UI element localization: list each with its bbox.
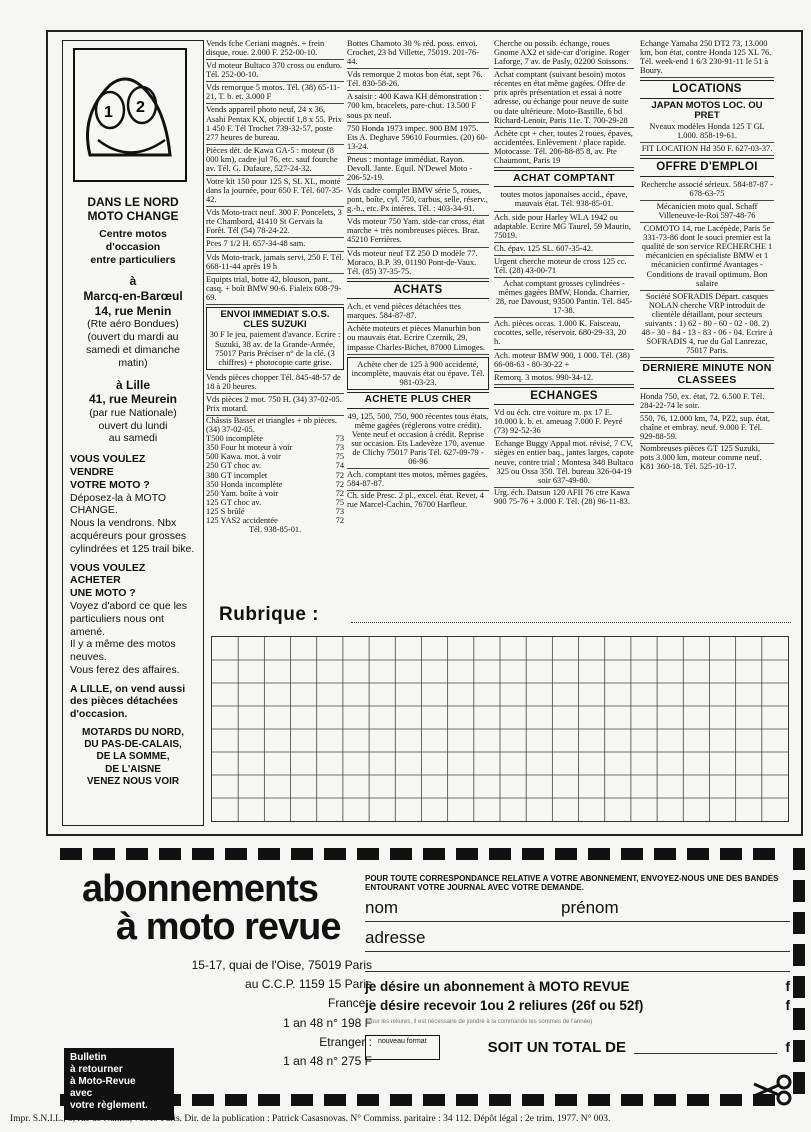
cta-5: VENEZ NOUS VOIR <box>86 775 180 787</box>
classified-ad: Echange Yamaha 250 DT2 73, 13.000 km, bon état, contre Honda 125 XL 76. Tél. week-end 1 6/3 230-91-11 le 51 à Boury. <box>640 38 774 78</box>
part-year: 73 <box>335 443 344 453</box>
order-binders-label: je désire recevoir 1ou 2 reliures (26f ou 52f) <box>365 997 644 1013</box>
part-year: 72 <box>335 515 344 525</box>
cut-dash <box>489 848 511 860</box>
cut-dash <box>687 848 709 860</box>
classified-ad: Votre kit 150 pour 125 S, SL XL, monté dans la journée, pour 650 F. Tél. 607-35-42. <box>206 176 344 207</box>
classified-ad: Nombreuses pièces GT 125 Suzuki, pots 3.000 km, moteur comme neuf. K81 360-18. Tél. 525-10-17. <box>640 444 762 472</box>
rubrique-form <box>211 598 799 828</box>
cut-line-top <box>60 848 805 860</box>
classified-ad: Châssis Basset et triangles + nb pièces. (34) 37-02-05. <box>206 416 338 435</box>
cut-dash <box>793 976 805 998</box>
q1-body: Nous la vendrons. Nbx acquéreurs pour grosses cylindrées et 125 trail bike. <box>70 517 195 555</box>
part-year: 73 <box>335 506 344 516</box>
classified-ad: Ach. et vend pièces détachées ttes marques. 584-87-87. <box>347 301 489 323</box>
classified-ad: 550, 76, 12.000 km, 74, PZ2, sup. état, chaîne et embray. neuf. 9.000 F. Tél. 929-88-59. <box>640 413 774 444</box>
order-binders[interactable] <box>365 997 790 1015</box>
classified-ad: Pneus : montage immédiat. Rayon. Devoll. Jante. Equil. N'Dewel Moto - 206-52-19. <box>347 154 489 185</box>
cut-dash <box>588 1094 610 1106</box>
section-heading-echanges: ECHANGES <box>494 387 634 405</box>
classifieds-column-4 <box>640 38 774 598</box>
moto-revue-title: à moto revue <box>116 906 341 948</box>
classified-ad: Urgent cherche moteur de cross 125 cc. Tél. (28) 43-00-71 <box>494 256 634 278</box>
cut-dash <box>555 848 577 860</box>
bulletin-line: avec <box>70 1088 93 1099</box>
suzuki-keys-body: 30 F le jeu, paiement d'avance. Ecrire : Suzuki, 38 av. de la Grande-Armée, 75017 Paris Préciser n° de la clé. (3 chiffres) + photocopie carte grise. <box>209 330 341 367</box>
bulletin-line: Bulletin <box>70 1052 107 1063</box>
city-1: Marcq-en-Barœul <box>83 289 183 304</box>
cut-dash <box>720 848 742 860</box>
subscription-coupon <box>60 848 805 1111</box>
cut-dash <box>654 848 676 860</box>
comoto-ad: COMOTO 14, rue Lacépède, Paris 5e 331-73-86 dont le souci premier est la qualité de son service RECHERCHE 1 mécanicien en spécialiste BMW et 1 mécanicien confirmé Avantages - Conditions de travail optimum. Bon salaire <box>640 223 774 291</box>
cta-1: MOTARDS DU NORD, <box>81 727 185 739</box>
part-name: 380 GT incomplet <box>206 470 268 480</box>
classified-ad: Vds remorque 2 motos bon état, sept 76. Tél. 830-58-26. <box>347 69 489 91</box>
suzuki-keys-box <box>206 307 344 370</box>
scissors-icon <box>750 1074 794 1106</box>
total-row <box>365 1035 790 1060</box>
france-label: France : <box>327 996 372 1011</box>
classified-ad: 750 Honda 1973 impec. 900 BM 1975. Ets A. Deghave 59610 Fourmies. (20) 60-13-24. <box>347 123 489 154</box>
parts-list-row <box>206 461 344 470</box>
classified-ad: Vd moteur Bultaco 370 cross ou enduro. Tél. 252-00-10. <box>206 60 344 82</box>
classified-ad: Pces 7 1/2 H. 657-34-48 sam. <box>206 238 344 251</box>
cut-dash <box>621 1094 643 1106</box>
fit-location-ad: FIT LOCATION Hd 350 F. 627-03-37. <box>640 143 774 156</box>
parts-list-row <box>206 471 344 480</box>
cta-3: DE LA SOMME, <box>96 751 170 763</box>
classified-ad: Achat comptant (suivant besoin) motos récentes en état même gagées. Offre de prix après présentation et essai à notre adresse, ou échange pour neuve de suite ou date ultérieure. Moto-Bastille, 6 bd Richard-Lenoir, Paris 11e. T. 700-29-28 <box>494 69 634 127</box>
classified-ad: Remorq. 3 motos. 990-34-12. <box>494 372 634 385</box>
bulletin-line: à Moto-Revue <box>70 1076 136 1087</box>
section-heading-achete-plus-cher: ACHETE PLUS CHER <box>347 392 489 409</box>
classified-ad: Ch. side Presc. 2 pl., excel. état. Revet, 4 rue Marcel-Cachin, 76700 Harfleur. <box>347 491 484 510</box>
part-name: 250 GT choc av. <box>206 461 262 471</box>
cta-2: DU PAS-DE-CALAIS, <box>84 739 182 751</box>
adresse-label: adresse <box>365 928 426 948</box>
section-heading-locations: LOCATIONS <box>640 80 774 98</box>
ad-writing-grid[interactable] <box>211 636 789 822</box>
q2-body: Il y a même des motos neuves. <box>70 638 176 664</box>
section-heading-achat-comptant: ACHAT COMPTANT <box>494 170 634 187</box>
lille-parts: A LILLE, on vend aussi des pièces détachées d'occasion. <box>70 682 186 721</box>
part-name: 125 YAS2 accidentée <box>206 515 278 525</box>
q2-line2: ACHETER <box>70 574 121 587</box>
section-heading-offre-emploi: OFFRE D'EMPLOI <box>640 158 774 176</box>
city-2: à Lille <box>115 377 150 392</box>
cut-dash <box>522 1094 544 1106</box>
parts-list <box>206 434 344 525</box>
cut-dash <box>192 848 214 860</box>
part-year: 75 <box>335 497 344 507</box>
parts-list-row <box>206 507 344 516</box>
address-2: 41, rue Meurein <box>88 392 178 407</box>
cut-dash <box>522 848 544 860</box>
classifieds-column-3 <box>494 38 634 598</box>
cut-dash <box>60 848 82 860</box>
svg-text:2: 2 <box>136 99 145 116</box>
publisher-footer: Impr. S.N.I.L., 3, rue de Nantes, 75019 Paris. Dir. de la publication : Patrick Casasnovas. N° Commiss. paritaire : 34 112. Dépôt légal : 2e trim. 1977. N° 003. <box>10 1114 611 1124</box>
classified-ad: Vds moteur neuf TZ 250 D modèle 77. Moraco, B.P. 39, 01190 Pont-de-Vaux. Tél. (85) 37-35-75. <box>347 248 489 279</box>
cut-line-right <box>793 848 805 1106</box>
classified-ad: Ach. pièces occas. 1.000 K. Faisceau, cocottes, selle, réservoir. 680-29-33, 20 h. <box>494 318 634 349</box>
classified-ad: Equipts trial, botte 42, blouson, pant., casq. + boît BMW 90-6. Fialeix 608-79-69. <box>206 274 344 305</box>
classified-ad: Vends pièces chopper Tél. 845-48-57 de 18 à 20 heures. <box>206 372 344 394</box>
part-name: 350 Four ht moteur à voir <box>206 443 293 453</box>
adresse-line-2[interactable] <box>365 952 790 972</box>
adresse-field[interactable] <box>365 928 790 952</box>
part-year: 73 <box>335 434 344 444</box>
q1-text: Déposez-la à MOTO CHANGE. <box>70 491 167 517</box>
cut-dash <box>793 912 805 934</box>
correspondence-notice: POUR TOUTE CORRESPONDANCE RELATIVE A VOTRE ABONNEMENT, ENVOYEZ-NOUS UNE DES BANDES ENTOURANT VOTRE JOURNAL AVEC VOTRE DEMANDE. <box>365 874 779 893</box>
q2-text: Voyez d'abord ce que les particuliers nous ont amené. <box>70 599 188 638</box>
japan-motos-title: JAPAN MOTOS LOC. OU PRET <box>651 99 763 121</box>
cut-dash <box>654 1094 676 1106</box>
classified-ad: Vds pièces 2 mot. 750 H. (34) 37-02-05. Prix motard. <box>206 394 344 416</box>
moto-change-ad <box>62 40 204 826</box>
parts-list-row <box>206 443 344 452</box>
street-address: 15-17, quai de l'Oise, 75019 Paris <box>191 958 372 972</box>
cut-dash <box>687 1094 709 1106</box>
part-name: 125 S brûlé <box>206 506 245 516</box>
etranger-label: Etranger : <box>319 1034 372 1049</box>
info-2b: ouvert du lundi <box>98 419 168 432</box>
cut-dash <box>357 848 379 860</box>
part-name: 500 Kawa. mot. à voir <box>206 452 281 462</box>
classified-ad: Vds Moto-track, jamais servi, 250 F. Tél. 668-11-44 après 19 h <box>206 252 344 274</box>
section-heading-achats: ACHATS <box>347 281 489 299</box>
franc-unit: f <box>785 997 790 1013</box>
section-heading-derniere-minute: DERNIERE MINUTE NON CLASSEES <box>640 360 774 389</box>
classifieds-column-1 <box>206 38 344 598</box>
nouveau-format-box: nouveau format <box>365 1035 440 1060</box>
classified-ad: Ach. moteur BMW 900, 1 000. Tél. (38) 66-08-63 - 80-30-22 + <box>494 350 634 372</box>
cut-dash <box>423 848 445 860</box>
cut-dash <box>225 848 247 860</box>
achete-cher-box: Achète cher de 125 à 900 accidenté, incomplète, mauvais état ou épave. Tél. 981-03-23. <box>347 357 489 390</box>
suzuki-keys-head: ENVOI IMMEDIAT S.O.S. CLES SUZUKI <box>220 308 330 331</box>
cut-dash <box>753 848 775 860</box>
parts-list-row <box>206 489 344 498</box>
abonnements-title: abonnements <box>82 868 319 910</box>
subscription-brand <box>70 868 386 1111</box>
part-name: 125 GT choc av. <box>206 497 262 507</box>
classified-ad: Vds moteur 750 Yam. side-car cross, état marche + très nombreuses pièces. Braz. 45210 Ferrières. <box>347 216 489 247</box>
classified-ad: Vds remorque 5 motos. Tél. (38) 65-11-21, T. b. et. 3.000 F <box>206 82 344 104</box>
q2-close: Vous ferez des affaires. <box>70 663 180 676</box>
classifieds-column-2 <box>347 38 489 598</box>
info-2c: au samedi <box>108 432 158 445</box>
part-name: T500 incomplète <box>206 434 263 444</box>
parts-list-phone: Tél. 938-85-01. <box>248 525 302 535</box>
nom-field[interactable] <box>365 898 790 922</box>
cta-4: DE L'AISNE <box>105 763 161 775</box>
part-name: 250 Yam. boîte à voir <box>206 488 279 498</box>
france-price: 1 an 48 n° 198 F <box>283 1015 372 1030</box>
part-year: 74 <box>335 461 344 471</box>
info-2a: (par rue Nationale) <box>89 406 177 419</box>
cut-dash <box>793 848 805 870</box>
classified-ad: Ch. épav. 125 SL. 607-35-42. <box>494 243 634 256</box>
cut-dash <box>793 1008 805 1030</box>
classified-ad: A saisir : 400 Kawa KH démonstration : 700 km, bracelets, pare-chut. 13.500 F sous px neuf. <box>347 91 489 122</box>
ccp-account: au C.C.P. 1159 15 Paris <box>245 977 372 992</box>
subscription-form <box>365 874 790 1060</box>
cut-dash <box>720 1094 742 1106</box>
parts-list-row <box>206 452 344 461</box>
classified-ad: Vds Moto-tract neuf. 300 F. Poncelets, 3 rte Chambord, 41410 St Gervais la Forêt. Tél (54) 78-24-22. <box>206 207 344 238</box>
classified-ad: Mécanicien moto qual. Schaff Villeneuve-le-Roi 597-48-76 <box>640 201 774 223</box>
nom-label: nom <box>365 898 399 918</box>
info-1b: (ouvert du mardi au <box>87 331 179 344</box>
cut-dash <box>793 1072 805 1094</box>
cut-dash <box>423 1094 445 1106</box>
cut-dash <box>126 848 148 860</box>
ladeveze-ad: 49, 125, 500, 750, 900 récentes tous états, même gagées (réglerons votre crédit). Vente neuf et occasion à crédit. Reprise sur occasion. Ets Ladevèze 170, avenue de Clichy 75017 Paris Tél. 627-09-79 - 06-96 <box>347 411 489 469</box>
franc-unit: f <box>785 1039 790 1056</box>
svg-text:1: 1 <box>104 104 113 121</box>
parts-list-row <box>206 498 344 507</box>
cut-dash <box>793 880 805 902</box>
classified-ad: Ach. comptant ttes motos, mêmes gagées. 584-87-87. <box>347 469 489 491</box>
q2-line3: UNE MOTO ? <box>70 587 136 600</box>
classified-ad: Urg. éch. Datsun 120 AFII 76 ctre Kawa 900 75-76 + 3.000 F. Tél. (28) 96-11-83. <box>494 487 630 506</box>
total-label: SOIT UN TOTAL DE <box>487 1038 626 1056</box>
parts-list-row <box>206 434 344 443</box>
cut-dash <box>793 944 805 966</box>
classified-ad: Pièces dét. de Kawa GA-5 : moteur (8 000 km), cadre jul 76, etc. sauf fourche av. Tél. G. Dufaure, 527-24-32. <box>206 145 344 176</box>
cut-dash <box>793 1040 805 1062</box>
classified-ad: Recherche associé sérieux. 584-87-87 - 678-63-75 <box>640 179 774 201</box>
order-subscription-label: je désire un abonnement à MOTO REVUE <box>365 979 630 995</box>
bulletin-line: à retourner <box>70 1064 123 1075</box>
part-year: 75 <box>335 452 344 462</box>
cut-dash <box>390 848 412 860</box>
part-year: 72 <box>335 479 344 489</box>
cut-dash <box>456 848 478 860</box>
total-input[interactable] <box>634 1040 777 1054</box>
part-year: 72 <box>335 470 344 480</box>
classified-ad: Cherche ou possib. échange, roues Gnome AX2 et side-car d'origine. Roger Laforge, 7 av. de Pasly, 02200 Soissons. <box>494 38 634 69</box>
cut-dash <box>390 1094 412 1106</box>
two-riders-logo-icon <box>70 45 190 185</box>
title-1: DANS LE NORD <box>87 194 179 209</box>
classified-ad: Vds cadre complet BMW série 5, roues, pont, boîte, cyl. 750, carbus, selle, réserv., g.-b., etc. Px intéres. Tél. : 403-34-91. <box>347 185 489 216</box>
subtitle-2: d'occasion <box>105 240 161 253</box>
subtitle-3: entre particuliers <box>90 253 176 266</box>
cut-dash <box>93 848 115 860</box>
classified-ad: Achète moteurs et pièces Manurhin bon ou mauvais état. Ecrire Czernik, 29, impasse Charles-Bichet, 87000 Limoges. <box>347 323 489 354</box>
cut-dash <box>555 1094 577 1106</box>
part-year: 72 <box>335 488 344 498</box>
info-1d: matin) <box>118 356 148 369</box>
bulletin-line: votre règlement. <box>70 1100 148 1111</box>
cut-dash <box>324 848 346 860</box>
a-label: à <box>129 274 137 289</box>
q1-line2: VENDRE <box>70 465 114 478</box>
cut-dash <box>258 848 280 860</box>
rubrique-input-line[interactable] <box>351 622 791 623</box>
franc-unit: f <box>785 979 790 995</box>
q1-line1: VOUS VOULEZ <box>70 453 146 466</box>
q1-line3: VOTRE MOTO ? <box>70 478 150 491</box>
sofradis-ad: Société SOFRADIS Départ. casques NOLAN cherche VRP introduit de clientèle détaillant, pour secteurs suivants : 1) 62 - 80 - 60 - 02 - 08. 2) 48 - 30 - 84 - 13 - 83 - 06 - 04. Ecrire à SOFRADIS 4, rue du Gal Lanrezac, 75017 Paris. <box>640 291 774 359</box>
classified-ad: Vd ou éch. ctre voiture m. px 17 E. 10.000 k. b. et. ameuag 7.000 F. Peyré (73) 92-52-36 <box>494 407 634 438</box>
rubrique-title: Rubrique : <box>219 604 319 625</box>
subtitle-1: Centre motos <box>99 228 167 241</box>
etranger-price: 1 an 48 n° 275 F <box>283 1053 372 1068</box>
info-1a: (Rte aéro Bondues) <box>87 318 179 331</box>
binder-note: (Pour les reliures, il est nécessaire de joindre à la commande les sommes de l'année) <box>365 1018 593 1025</box>
parts-list-row <box>206 480 344 489</box>
q2-line1: VOUS VOULEZ <box>70 561 146 574</box>
japan-motos-ad: Nveaux modèles Honda 125 T GL 1.000. 858-19-61. <box>640 121 774 143</box>
classified-ad: Echange Buggy Appal mot. révisé, 7 CV, sièges en entier baq., jantes larges, capote neuve, contre trial : Montesa 348 Bultaco 325 ou Ossa 350. Tél. bureau 326-04-19 soir 637-49-80. <box>494 438 634 487</box>
parts-list-row <box>206 516 344 525</box>
cut-dash <box>291 848 313 860</box>
classified-ad: Vends appareil photo neuf, 24 x 36, Asahi Pentax KX, objectif 1,8 x 55. Prix 1 450 F. Tél Trochet 739-32-57, poste 277 heures de bureau. <box>206 104 344 144</box>
classified-ad: Bottes Chamoto 30 % réd. poss. envoi. Crochet, 23 bd Villette, 75019. 201-76-44. <box>347 38 489 69</box>
cut-dash <box>588 848 610 860</box>
part-name: 350 Honda incomplète <box>206 479 283 489</box>
prenom-label: prénom <box>561 898 619 918</box>
bulletin-box <box>64 1048 174 1120</box>
cut-dash <box>456 1094 478 1106</box>
info-1c: samedi et dimanche <box>86 343 180 356</box>
classified-ad: Achat comptant grosses cylindrées - mêmes gagées BMW, Honda. Charrier, 28, rue Davoust, 93500 Pantin. Tél. 845-17-38. <box>494 278 634 318</box>
classified-ad: Achète cpt + cher, toutes 2 roues, épaves, accidentées. Enlèvement / place rapide. Motocasse. Tél. 206-88-85 8, av. Pte Chaumont, Paris 19 <box>494 128 634 168</box>
cut-dash <box>621 848 643 860</box>
cut-dash <box>489 1094 511 1106</box>
cut-dash <box>159 848 181 860</box>
classified-ad: Honda 750, ex. état, 72. 6.500 F. Tél. 284-22-74 le soir. <box>640 391 774 413</box>
address-1: 14, rue Menin <box>94 303 172 318</box>
classified-ad: Ach. side pour Harley WLA 1942 ou adaptable. Ecrire MG Taurel, 59 Maurin, 75019. <box>494 212 634 243</box>
achat-comptant-ad: toutes motos japonaises accid., épave, mauvais état. Tél. 938-85-01. <box>494 189 634 211</box>
order-subscription[interactable] <box>365 978 790 996</box>
classified-ad: Vends fche Ceriani magnés. + frein disque, roue. 2.000 F. 252-00-10. <box>206 38 344 60</box>
title-2: MOTO CHANGE <box>87 209 179 224</box>
